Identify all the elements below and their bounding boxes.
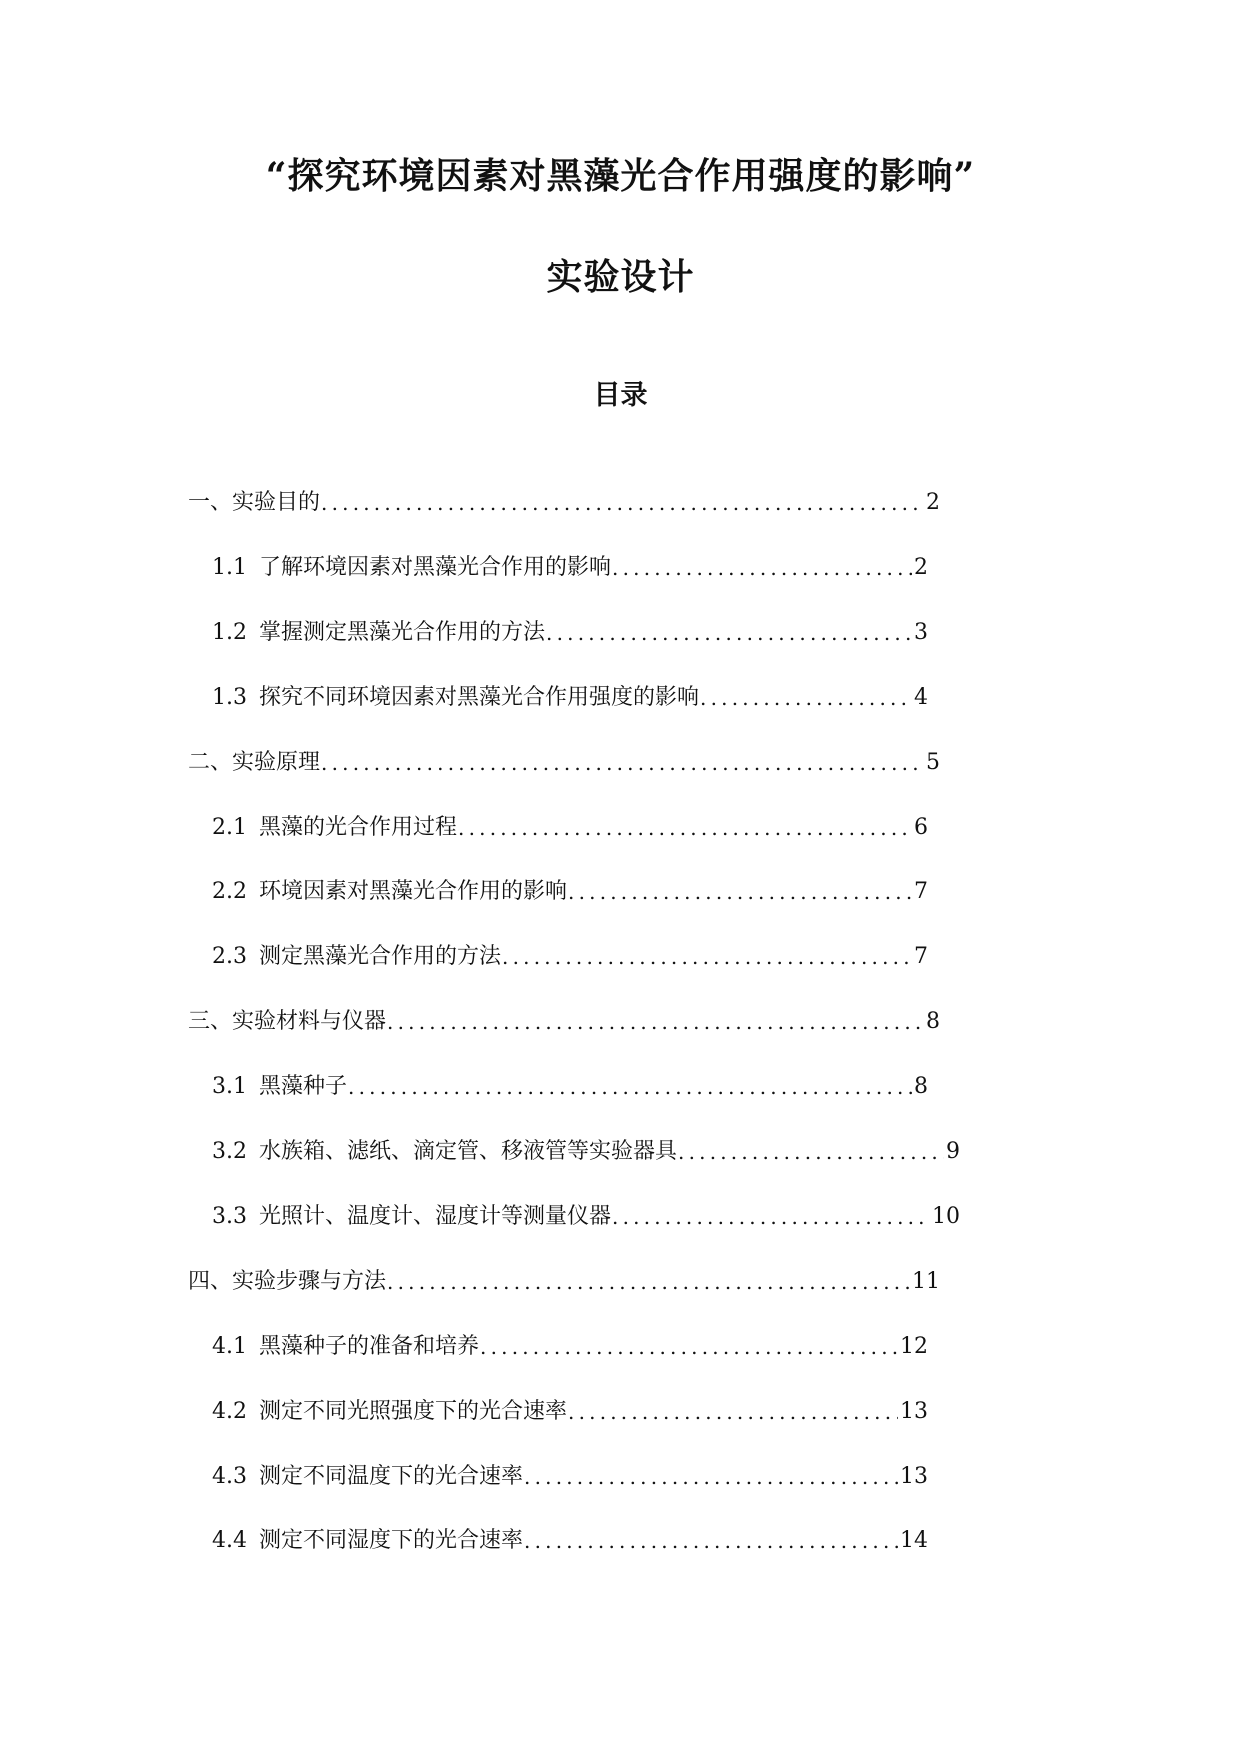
toc-entry-text: 三、实验材料与仪器 (188, 1009, 387, 1035)
toc-page-number: 8 (914, 1074, 928, 1100)
toc-entry[interactable] (212, 548, 928, 582)
toc-entry-text: 测定不同光照强度下的光合速率 (259, 1398, 568, 1424)
toc-entry[interactable] (188, 743, 940, 777)
toc-entry-text: 环境因素对黑藻光合作用的影响 (259, 879, 568, 905)
toc-dot-leader (678, 1138, 944, 1166)
toc-section-number: 1.3 (212, 684, 247, 710)
toc-entry[interactable] (188, 1002, 940, 1036)
toc-section-number: 2.2 (212, 879, 247, 905)
toc-page-number: 5 (926, 749, 940, 775)
toc-dot-leader (502, 943, 912, 971)
toc-section-number: 2.3 (212, 944, 247, 970)
toc-section-number: 4.1 (212, 1333, 247, 1359)
toc-section-number: 4.3 (212, 1463, 247, 1489)
toc-entry-label (188, 1268, 386, 1296)
toc-page-number: 9 (946, 1139, 960, 1164)
toc-entry[interactable] (212, 1197, 960, 1231)
toc-dot-leader (612, 1203, 930, 1231)
toc-entry-text: 四、实验步骤与方法 (188, 1268, 387, 1294)
toc-entry-label (212, 1203, 611, 1231)
toc-page-number: 6 (914, 814, 928, 840)
toc-page-number: 2 (914, 554, 928, 580)
toc-section-number: 2.1 (212, 814, 247, 840)
toc-dot-leader (612, 554, 912, 582)
toc-dot-leader (458, 814, 912, 842)
toc-page-number: 13 (900, 1463, 928, 1489)
toc-dot-leader (568, 878, 912, 906)
toc-section-number: 4.4 (212, 1528, 247, 1554)
toc-entry[interactable] (212, 808, 928, 842)
toc-page-number: 4 (914, 684, 928, 710)
toc-section-number: 1.1 (212, 554, 247, 580)
toc-section-number: 3.2 (212, 1139, 247, 1164)
toc-page-number: 2 (926, 490, 940, 515)
document-title: “探究环境因素对黑藻光合作用强度的影响” (265, 155, 976, 197)
toc-entry[interactable] (212, 1327, 928, 1361)
toc-dot-leader (568, 1398, 898, 1426)
toc-entry-text: 水族箱、滤纸、滴定管、移液管等实验器具 (259, 1139, 678, 1164)
toc-entry[interactable] (212, 1521, 928, 1555)
toc-entry-text: 测定黑藻光合作用的方法 (259, 944, 502, 970)
toc-entry[interactable] (212, 678, 928, 712)
toc-entry-label (212, 554, 611, 582)
toc-page-number: 7 (914, 944, 928, 970)
toc-section-number: 3.3 (212, 1203, 247, 1229)
toc-dot-leader (387, 1008, 924, 1036)
toc-entry-text: 探究不同环境因素对黑藻光合作用强度的影响 (259, 684, 700, 710)
toc-entry-label (212, 1333, 479, 1361)
toc-page-number: 13 (900, 1398, 928, 1424)
toc-page-number: 10 (932, 1203, 960, 1229)
toc-dot-leader (546, 619, 912, 647)
toc-section-number: 3.1 (212, 1074, 247, 1100)
toc-dot-leader (524, 1463, 898, 1491)
toc-entry[interactable] (212, 937, 928, 971)
toc-entry-label (212, 814, 457, 842)
toc-section-number: 4.2 (212, 1398, 247, 1424)
toc-page-number: 11 (912, 1268, 940, 1294)
toc-entry[interactable] (212, 1067, 928, 1101)
toc-entry-label (212, 619, 545, 647)
toc-entry-text: 了解环境因素对黑藻光合作用的影响 (259, 554, 612, 580)
toc-dot-leader (321, 489, 924, 517)
toc-entry[interactable] (212, 613, 928, 647)
document-subtitle: 实验设计 (546, 256, 695, 298)
toc-entry-label (188, 1008, 386, 1036)
toc-page-number: 14 (900, 1528, 928, 1554)
toc-dot-leader (387, 1268, 910, 1296)
toc-entry-text: 一、实验目的 (188, 490, 321, 515)
toc-entry[interactable] (212, 872, 928, 906)
toc-entry-text: 黑藻的光合作用过程 (259, 814, 458, 840)
toc-page-number: 7 (914, 879, 928, 905)
toc-dot-leader (524, 1527, 898, 1555)
toc-entry-text: 测定不同湿度下的光合速率 (259, 1528, 524, 1554)
toc-entry-text: 掌握测定黑藻光合作用的方法 (259, 619, 546, 645)
toc-page-number: 12 (900, 1333, 928, 1359)
toc-dot-leader (321, 749, 924, 777)
toc-entry[interactable] (188, 1262, 940, 1296)
toc-entry-text: 测定不同温度下的光合速率 (259, 1463, 524, 1489)
toc-entry-label (212, 878, 567, 906)
toc-section-number: 1.2 (212, 619, 247, 645)
toc-entry-label (188, 749, 320, 777)
toc-entry-text: 二、实验原理 (188, 749, 321, 775)
toc-entry-label (212, 684, 699, 712)
toc-page-number: 3 (914, 619, 928, 645)
toc-entry-label (212, 943, 501, 971)
toc-entry-text: 光照计、温度计、湿度计等测量仪器 (259, 1203, 612, 1229)
toc-entry-label (212, 1527, 523, 1555)
toc-entry-label (212, 1073, 347, 1101)
toc-entry[interactable] (212, 1457, 928, 1491)
toc-page-number: 8 (926, 1009, 940, 1035)
toc-heading: 目录 (593, 380, 648, 411)
toc-dot-leader (700, 684, 912, 712)
toc-entry[interactable] (212, 1132, 960, 1166)
toc-entry-text: 黑藻种子的准备和培养 (259, 1333, 480, 1359)
toc-entry-label (212, 1398, 567, 1426)
toc-entry-text: 黑藻种子 (259, 1074, 348, 1100)
toc-entry-label (188, 489, 320, 517)
toc-entry-label (212, 1138, 677, 1166)
toc-dot-leader (480, 1333, 898, 1361)
toc-dot-leader (348, 1073, 912, 1101)
toc-entry-label (212, 1463, 523, 1491)
toc-entry[interactable] (188, 483, 940, 517)
toc-entry[interactable] (212, 1392, 928, 1426)
